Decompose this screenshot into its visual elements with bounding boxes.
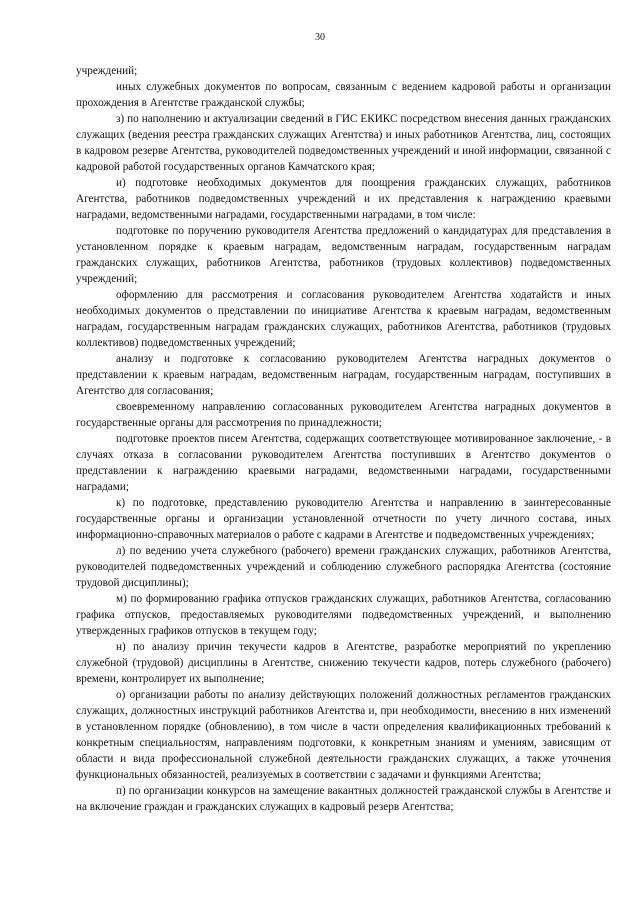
paragraph: л) по ведению учета служебного (рабочего) времени гражданских служащих, работников Агентства, руководителей подведомственных учреждений и соблюдению служебного распорядка Агентства (состояние трудовой дисциплины); [76, 545, 611, 589]
paragraph: м) по формированию графика отпусков гражданских служащих, работников Агентства, согласованию графика отпусков, предоставляемых руководителями подведомственных учреждений, и выполнению утвержденных графиков отпусков в текущем году; [76, 593, 611, 637]
paragraph: п) по организации конкурсов на замещение вакантных должностей гражданской службы в Агентстве и на включение граждан и гражданских служащих в кадровый резерв Агентства; [76, 785, 611, 813]
paragraph: анализу и подготовке к согласованию руководителем Агентства наградных документов о представлении к краевым наградам, ведомственным наградам, государственным наградам, поступивших в Агентство для согласования; [76, 353, 611, 397]
paragraph: учреждений; [76, 65, 138, 77]
document-body [76, 63, 611, 815]
paragraph: своевременному направлению согласованных руководителем Агентства наградных документов в государственные органы для рассмотрения по принадлежности; [76, 401, 611, 429]
paragraph: з) по наполнению и актуализации сведений в ГИС ЕКИКС посредством внесения данных гражданских служащих (ведения реестра гражданских служащих Агентства) и иных работников Агентства, лиц, состоящих в кадровом резерве Агентства, руководителей подведомственных учреждений и иной информации, связанной с кадровой работой государственных органов Камчатского края; [76, 113, 611, 173]
paragraph: иных служебных документов по вопросам, связанным с ведением кадровой работы и организации прохождения в Агентстве гражданской службы; [76, 81, 611, 109]
paragraph: подготовке по поручению руководителя Агентства предложений о кандидатурах для представления в установленном порядке к краевым наградам, ведомственным наградам, государственным наградам гражданских служащих, работников Агентства, работников (трудовых коллективов) подведомственных учреждений; [76, 225, 611, 285]
paragraph: н) по анализу причин текучести кадров в Агентстве, разработке мероприятий по укреплению служебной (трудовой) дисциплины в Агентстве, снижению текучести кадров, потерь служебного (рабочего) времени, контролирует их выполнение; [76, 641, 611, 685]
paragraph: и) подготовке необходимых документов для поощрения гражданских служащих, работников Агентства, работников подведомственных учреждений и их представления к награждению краевыми наградами, ведомственными наградами, государственными наградами, в том числе: [76, 177, 611, 221]
paragraph: к) по подготовке, представлению руководителю Агентства и направлению в заинтересованные государственные органы и организации установленной отчетности по учету личного состава, иных информационно-справочных материалов о работе с кадрами в Агентстве и подведомственных учреждениях; [76, 497, 611, 541]
paragraph: оформлению для рассмотрения и согласования руководителем Агентства ходатайств и иных необходимых документов о представлении по инициативе Агентства к краевым наградам, ведомственным наградам, государственным наградам гражданских служащих, работников Агентства, работников (трудовых коллективов) подведомственных учреждений; [76, 289, 611, 349]
paragraph: подготовке проектов писем Агентства, содержащих соответствующее мотивированное заключение, - в случаях отказа в согласовании руководителем Агентства поступивших в Агентство документов о представлении к награждению краевыми наградами, ведомственными наградами, государственными наградами; [76, 433, 611, 493]
page-number: 30 [315, 32, 325, 43]
paragraph: о) организации работы по анализу действующих положений должностных регламентов гражданских служащих, должностных инструкций работников Агентства и, при необходимости, внесению в них изменений в установленном порядке (обновлению), в том числе в части определения квалификационных требований к конкретным специальностям, направлениям подготовки, к конкретным знаниям и умениям, зависящим от области и вида профессиональной служебной деятельности гражданских служащих, а также уточнения функциональных обязанностей, реализуемых в соответствии с задачами и функциями Агентства; [76, 689, 611, 781]
